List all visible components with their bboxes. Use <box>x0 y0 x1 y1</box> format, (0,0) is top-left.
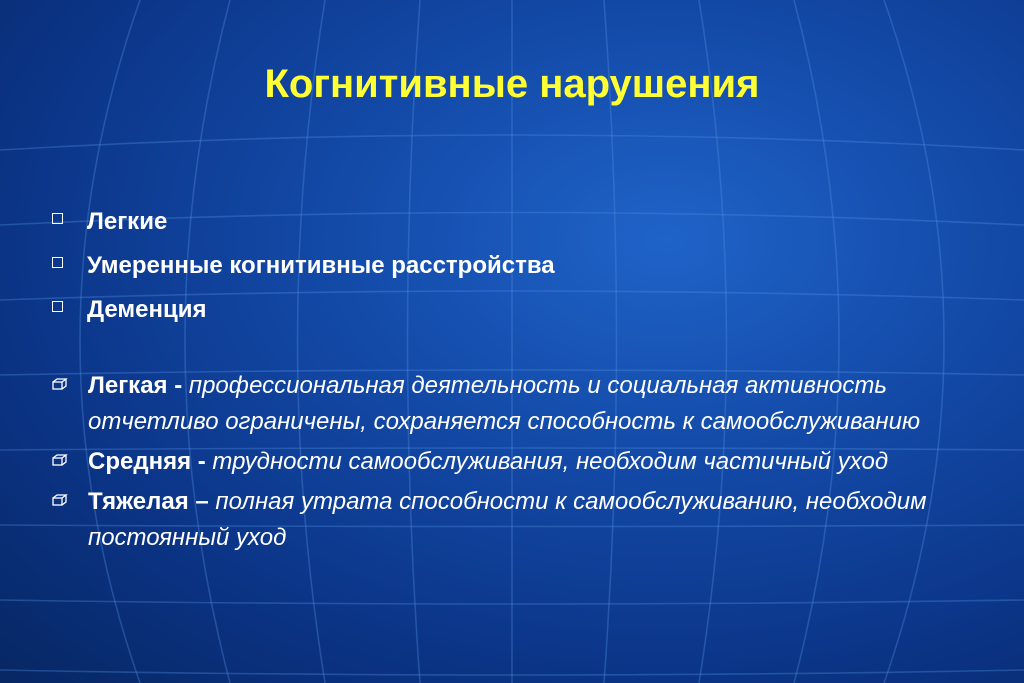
open-box-bullet-icon <box>52 494 68 506</box>
open-box-bullet-icon <box>52 454 68 466</box>
square-bullet-icon <box>52 257 63 268</box>
severity-term: Средняя <box>88 448 192 475</box>
list-item <box>52 200 972 244</box>
list-item <box>52 444 972 480</box>
separator: - <box>191 448 213 475</box>
list-item-text: Умеренные когнитивные расстройства <box>87 252 555 279</box>
separator: – <box>188 488 216 515</box>
severity-description: профессиональная деятельность и социальная активность отчетливо ограничены, сохраняется способность к самообслуживанию <box>88 372 921 435</box>
square-bullet-icon <box>52 301 63 312</box>
severity-list <box>52 368 972 560</box>
slide-title: Когнитивные нарушения <box>264 62 760 106</box>
severity-description: трудности самообслуживания, необходим частичный уход <box>212 448 889 475</box>
open-box-bullet-icon <box>52 378 68 390</box>
list-item <box>52 368 972 440</box>
list-item-text: Легкие <box>87 208 168 235</box>
list-item <box>52 288 972 332</box>
list-item <box>52 484 972 556</box>
severity-term: Тяжелая <box>88 488 189 515</box>
list-item <box>52 244 972 288</box>
list-item-text: Деменция <box>87 296 207 323</box>
category-list <box>52 200 972 332</box>
severity-description: полная утрата способности к самообслуживанию, необходим постоянный уход <box>88 488 927 551</box>
square-bullet-icon <box>52 213 63 224</box>
separator: - <box>167 372 189 399</box>
severity-term: Легкая <box>88 372 168 399</box>
